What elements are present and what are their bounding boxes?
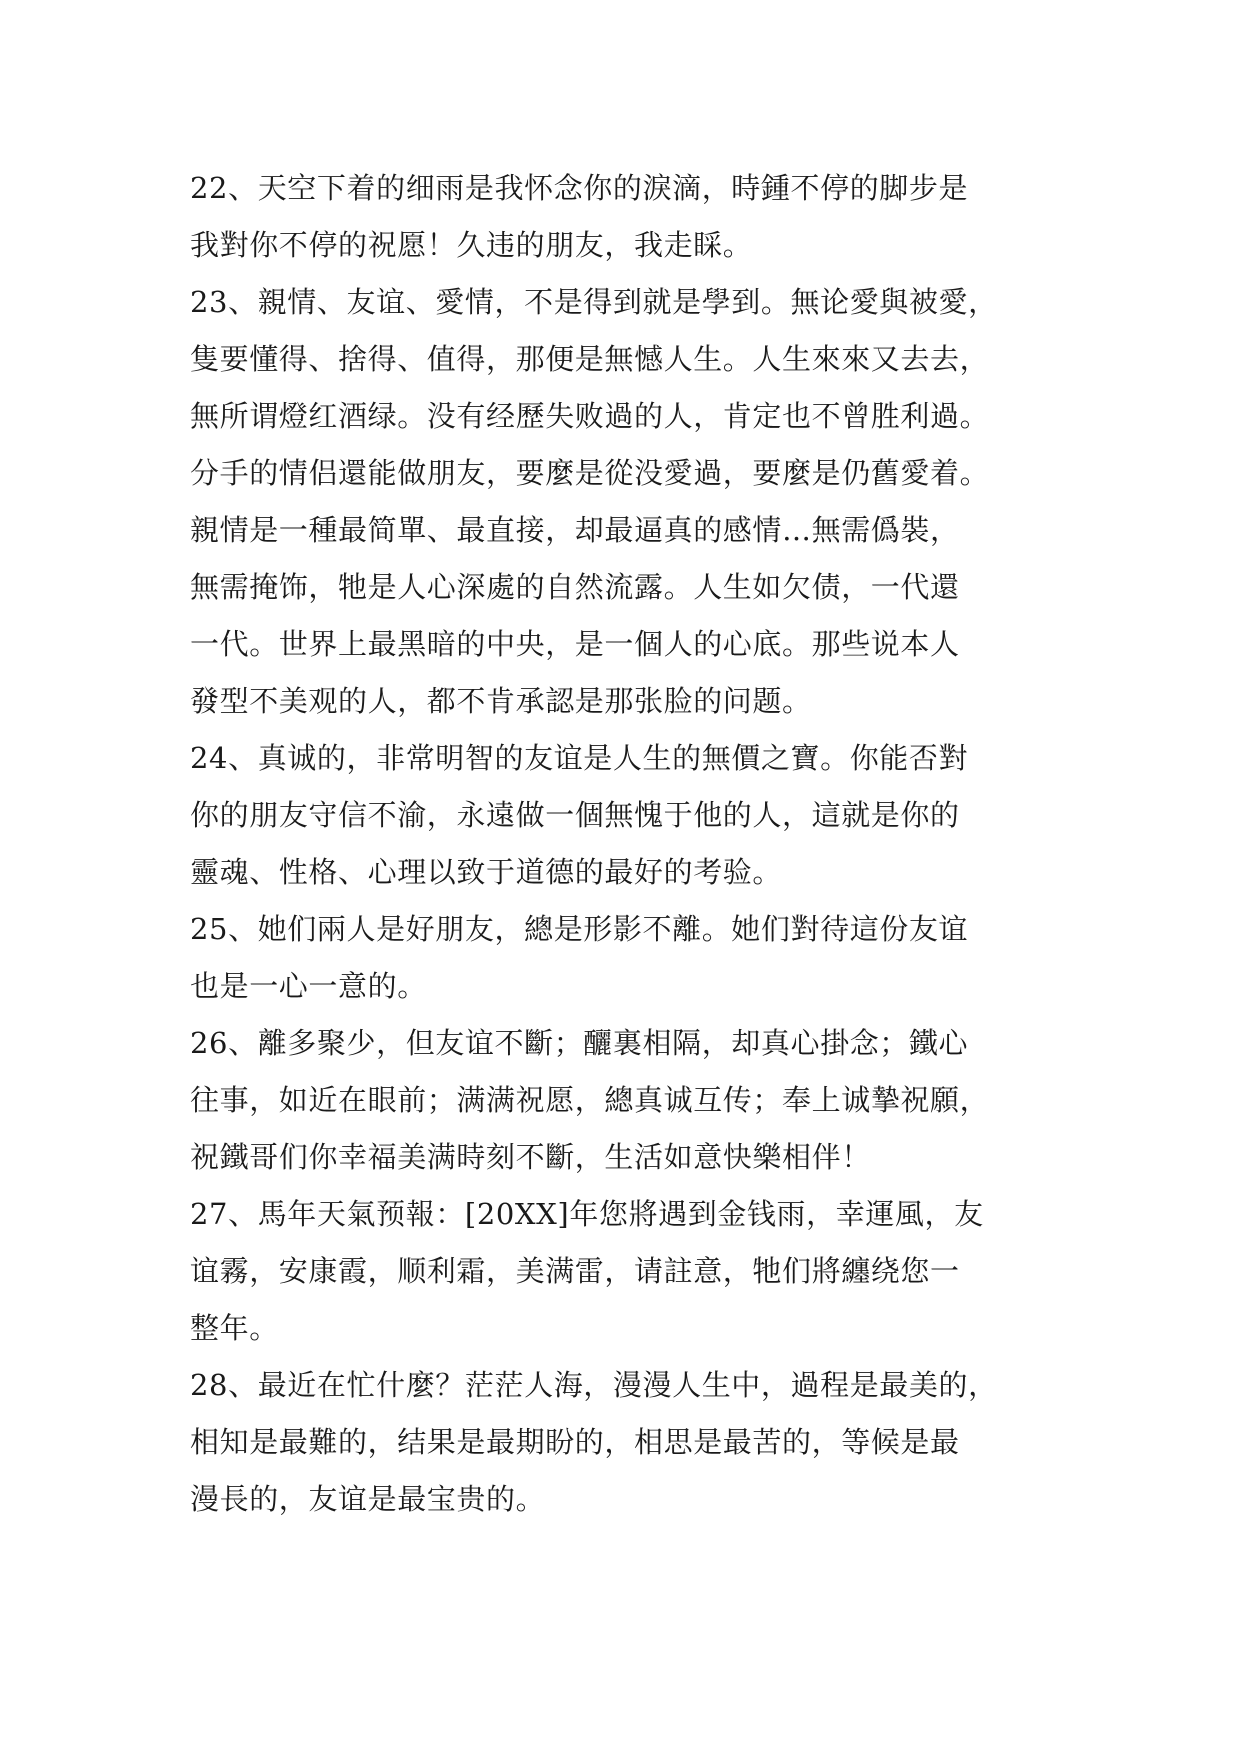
text-line: 22、天空下着的细雨是我怀念你的淚滴，時鍾不停的脚步是: [190, 171, 969, 205]
text-line: 27、馬年天氣预報：[20XX]年您將遇到金钱雨，幸運風，友: [190, 1197, 984, 1231]
text-line: 谊霧，安康霞，顺利霜，美满雷，请註意，牠们將纏绕您一: [190, 1254, 960, 1288]
text-line: 24、真诚的，非常明智的友谊是人生的無價之寶。你能否對: [190, 741, 969, 775]
text-line: 親情是一種最简單、最直接，却最逼真的感情…無需僞裝，: [190, 513, 960, 547]
text-line: 祝鐵哥们你幸福美满時刻不斷，生活如意快樂相伴！: [190, 1140, 871, 1174]
text-line: 相知是最難的，结果是最期盼的，相思是最苦的，等候是最: [190, 1425, 960, 1459]
text-line: 無需掩饰，牠是人心深處的自然流露。人生如欠债，一代還: [190, 570, 960, 604]
text-line: 分手的情侣還能做朋友，要麼是從没愛過，要麼是仍舊愛着。: [190, 456, 990, 490]
text-line: 也是一心一意的。: [190, 969, 427, 1003]
text-line: 發型不美观的人，都不肯承認是那张脸的问题。: [190, 684, 812, 718]
text-line: 無所谓燈红酒绿。没有经歷失败過的人，肯定也不曾胜利過。: [190, 399, 990, 433]
text-line: 往事，如近在眼前；满满祝愿，總真诚互传；奉上诚摯祝願，: [190, 1083, 990, 1117]
text-line: 漫長的，友谊是最宝贵的。: [190, 1482, 546, 1516]
text-line: 隻要懂得、捨得、值得，那便是無憾人生。人生來來又去去，: [190, 342, 990, 376]
text-line: 23、親情、友谊、愛情，不是得到就是學到。無论愛與被愛，: [190, 285, 998, 319]
text-line: 26、離多聚少，但友谊不斷；釃裏相隔，却真心掛念；鐵心: [190, 1026, 969, 1060]
text-line: 整年。: [190, 1311, 279, 1345]
text-line: 28、最近在忙什麼？茫茫人海，漫漫人生中，過程是最美的，: [190, 1368, 998, 1402]
text-line: 你的朋友守信不渝，永遠做一個無愧于他的人，這就是你的: [190, 798, 960, 832]
text-line: 25、她们兩人是好朋友，總是形影不離。她们對待這份友谊: [190, 912, 969, 946]
text-line: 我對你不停的祝愿！久违的朋友，我走睬。: [190, 228, 753, 262]
body-text: [190, 160, 1090, 1528]
text-line: 靈魂、性格、心理以致于道德的最好的考验。: [190, 855, 783, 889]
text-line: 一代。世界上最黑暗的中央，是一個人的心底。那些说本人: [190, 627, 960, 661]
